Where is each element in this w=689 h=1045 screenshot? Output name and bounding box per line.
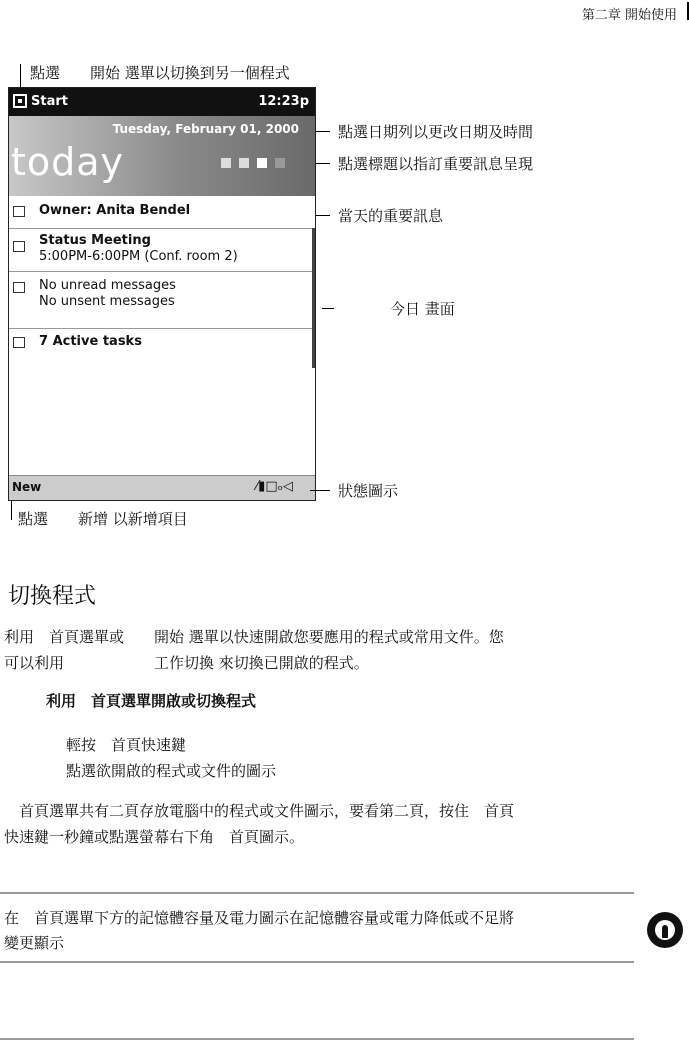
tip-top-rule — [0, 892, 634, 894]
callout-line-date — [316, 131, 330, 132]
tip-line-2: 變更顯示 — [4, 934, 65, 952]
decor-square-icon — [239, 158, 249, 168]
paragraph-1-line-1: 利用 首頁選單或 開始 選單以快速開啟您要應用的程式或常用文件。您 — [4, 628, 504, 646]
chapter-header: 第二章 開始使用 — [581, 8, 677, 23]
tasks-row[interactable] — [9, 328, 315, 355]
callout-line-new — [11, 500, 12, 520]
callout-start-menu: 點選 開始 選單以切換到另一個程式 — [30, 64, 290, 82]
pocketpc-today-screen — [8, 87, 316, 501]
owner-row[interactable] — [9, 196, 315, 229]
callout-important: 當天的重要訊息 — [338, 207, 444, 225]
tasks-checkbox-icon — [13, 337, 25, 348]
lightbulb-tip-icon — [647, 912, 683, 948]
unread-text: No unread messages — [39, 278, 176, 293]
scrollbar[interactable] — [312, 228, 315, 368]
decor-square-icon — [221, 158, 231, 168]
calendar-icon — [13, 241, 25, 252]
today-title[interactable]: today — [11, 140, 125, 184]
meeting-time: 5:00PM-6:00PM (Conf. room 2) — [39, 249, 238, 264]
tip-bottom-rule — [0, 961, 634, 963]
new-button[interactable]: New — [12, 480, 42, 494]
inbox-row[interactable] — [9, 272, 315, 318]
callout-title: 點選標題以指訂重要訊息呈現 — [338, 155, 534, 173]
page-bottom-rule — [0, 1038, 634, 1040]
step-1: 輕按 首頁快速鍵 — [66, 736, 187, 754]
callout-line-start — [20, 64, 21, 88]
callout-today-screen: 今日 畫面 — [390, 300, 455, 318]
callout-new-item: 點選 新增 以新增項目 — [18, 510, 188, 528]
decor-square-icon — [257, 158, 267, 168]
meeting-title: Status Meeting — [39, 233, 151, 248]
callout-date: 點選日期列以更改日期及時間 — [338, 123, 534, 141]
start-menu-label[interactable]: Start — [31, 94, 68, 109]
owner-text: Owner: Anita Bendel — [39, 203, 191, 218]
envelope-icon — [13, 282, 25, 293]
calendar-row[interactable] — [9, 229, 315, 272]
windows-start-icon[interactable] — [13, 94, 27, 108]
tasks-text: 7 Active tasks — [39, 334, 142, 349]
tip-line-1: 在 首頁選單下方的記憶體容量及電力圖示在記憶體容量或電力降低或不足將 — [4, 909, 515, 927]
section-title: 切換程式 — [8, 584, 97, 609]
paragraph-1-line-2: 可以利用 工作切換 來切換已開啟的程式。 — [4, 654, 369, 672]
decor-square-icon — [275, 158, 285, 168]
navigation-bar — [9, 88, 315, 116]
callout-line-today — [322, 308, 334, 309]
owner-card-icon — [13, 206, 25, 217]
step-2: 點選欲開啟的程式或文件的圖示 — [66, 762, 277, 780]
callout-line-important — [316, 215, 330, 216]
callout-line-status — [310, 490, 330, 491]
paragraph-2-line-1: 首頁選單共有二頁存放電腦中的程式或文件圖示，要看第二頁，按住 首頁 — [4, 802, 515, 820]
callout-line-title — [316, 163, 330, 164]
paragraph-2-line-2: 快速鍵一秒鐘或點選螢幕右下角 首頁圖示。 — [4, 828, 305, 846]
procedure-heading: 利用 首頁選單開啟或切換程式 — [46, 692, 257, 710]
today-banner[interactable] — [9, 116, 315, 196]
command-bar — [9, 475, 315, 500]
clock[interactable]: 12:23p — [258, 94, 309, 109]
status-icons[interactable]: ⁄▮□ₒ◁ — [256, 479, 293, 494]
unsent-text: No unsent messages — [39, 294, 175, 309]
callout-status-icon: 狀態圖示 — [338, 482, 399, 500]
date-line[interactable]: Tuesday, February 01, 2000 — [112, 122, 299, 136]
